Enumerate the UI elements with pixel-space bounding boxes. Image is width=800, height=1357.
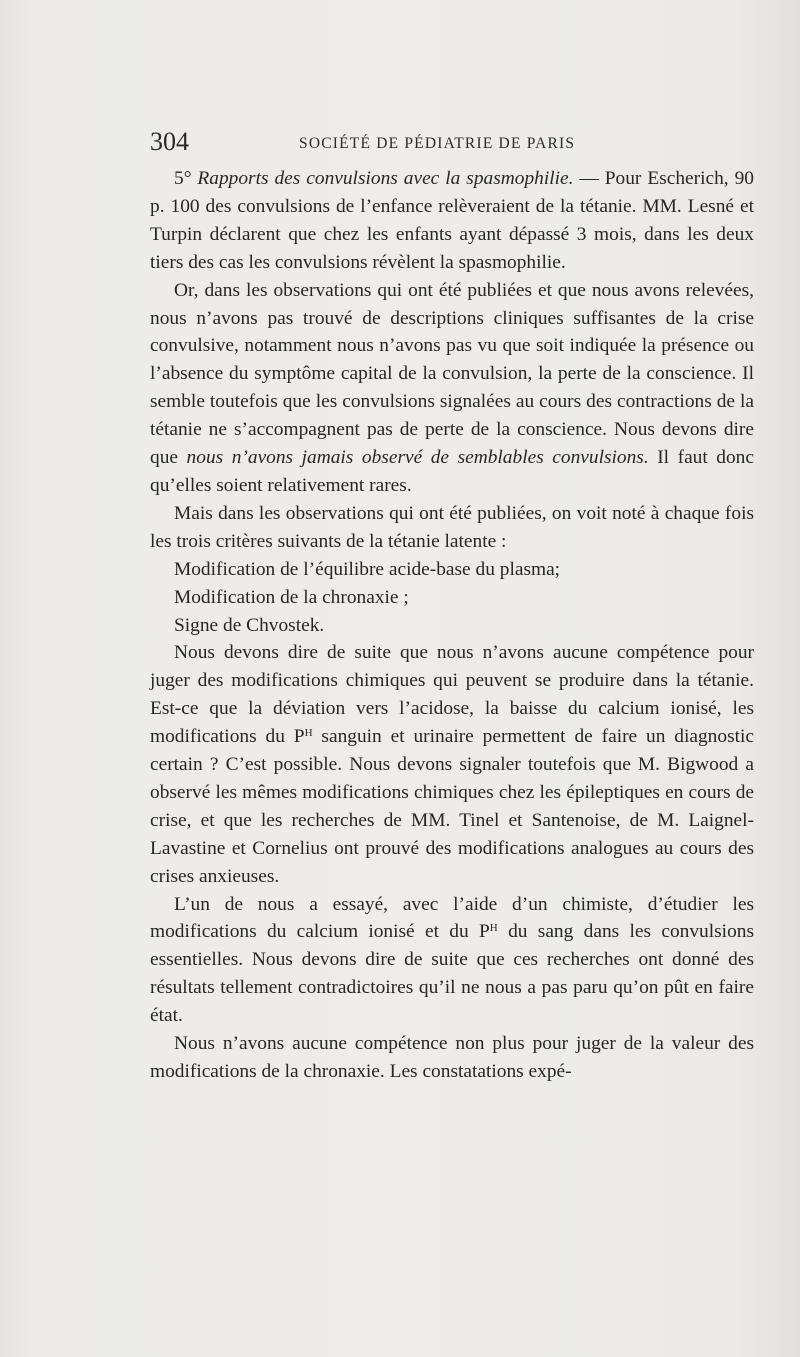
page-number: 304 (150, 127, 189, 156)
running-head: SOCIÉTÉ DE PÉDIATRIE DE PARIS (299, 135, 576, 152)
paragraph-text: — Pour Escherich, 90 p. 100 des convulsions de l’enfance relèveraient de la tétanie. MM. Lesné et Turpin déclarent que chez les enfants ayant dépassé 3 mois, dans les deux tiers des cas les convulsions révèlent la spasmophilie. (150, 168, 754, 273)
paragraph-text: du sang dans les convulsions essentielles. Nous devons dire de suite que ces recherches ont donné des résultats tellement contradictoires qu’il ne nous a pas paru qu’on pût en faire état. (150, 921, 755, 1027)
section-title: Rapports des convulsions avec la spasmophilie. (197, 168, 574, 189)
paragraph-criteria: Mais dans les observations qui ont été publiées, on voit noté à chaque fois les trois critères suivants de la tétanie latente : (150, 502, 754, 552)
section-number: 5° (174, 168, 192, 189)
criteria-item: Modification de la chronaxie ; (174, 586, 409, 608)
paragraph-chemical-modifications (150, 639, 754, 890)
paragraph-chronaxie: Nous n’avons aucune compétence non plus pour juger de la valeur des modifications de la chronaxie. Les constatations expé- (150, 1033, 754, 1082)
paragraph-text: Or, dans les observations qui ont été publiées et que nous avons relevées, nous n’avons pas trouvé de descriptions cliniques suffisantes de la crise convulsive, notamment nous n’avons pas vu que soit indiquée la présence ou l’absence du symptôme capital de la convulsion, la perte de la conscience. Il semble toutefois que les convulsions signalées au cours des contractions de la tétanie ne s’accompagnent pas de perte de la conscience. Nous devons dire que (150, 279, 754, 469)
superscript: H (304, 727, 313, 740)
page-header (150, 124, 754, 164)
paragraph-convulsions-spasmophilie (150, 165, 754, 277)
paragraph-text: L’un de nous a essayé, avec l’aide d’un chimiste, d’étudier les modifications du calcium ionisé et du P (150, 893, 754, 943)
paragraph-text: Nous devons dire de suite que nous n’avons aucune compétence pour juger des modifications chimiques qui peuvent se produire dans la tétanie. Est-ce que la déviation vers l’acidose, la baisse du calcium ionisé, les modifications du P (150, 642, 754, 748)
body-text (150, 165, 754, 1086)
paragraph-text: Il faut donc qu’elles soient relativement rares. (150, 447, 754, 496)
paragraph-calcium-study (150, 891, 754, 1031)
superscript: H (489, 922, 498, 935)
criteria-item: Signe de Chvostek. (174, 614, 325, 636)
emphasis-text: nous n’avons jamais observé de semblables convulsions. (186, 447, 649, 469)
paragraph-text: sanguin et urinaire permettent de faire un diagnostic certain ? C’est possible. Nous devons signaler toutefois que M. Bigwood a observé les mêmes modifications chimiques chez les épileptiques en cours de crise, et que les recherches de MM. Tinel et Santenoise, de M. Laignel-Lavastine et Cornelius ont prouvé des modifications analogues au cours des crises anxieuses. (150, 726, 755, 887)
criteria-item: Modification de l’équilibre acide-base du plasma; (174, 558, 561, 580)
paragraph-observations (150, 277, 754, 500)
